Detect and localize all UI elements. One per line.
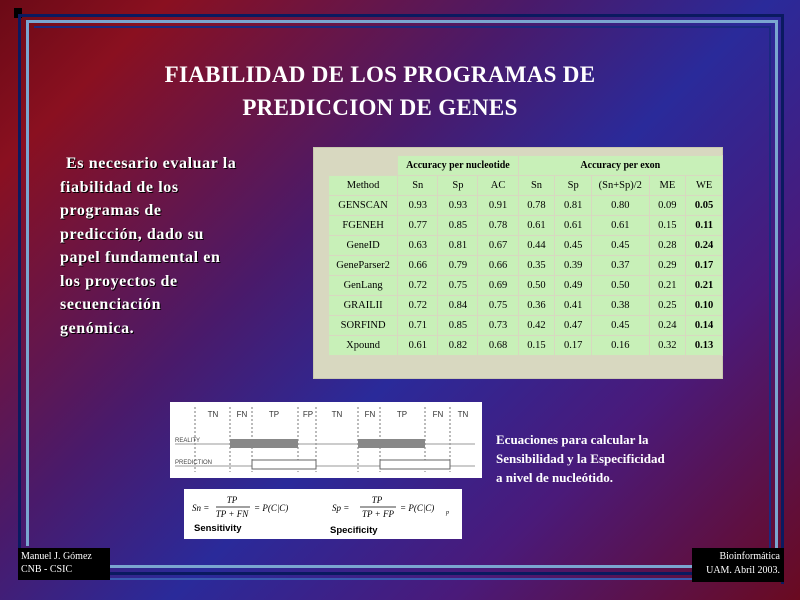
body-line: programas de [60, 202, 162, 219]
segment-label: TP [396, 410, 408, 419]
table-row [329, 256, 723, 276]
prediction-label: PREDICTION [175, 460, 213, 466]
slide-title [90, 58, 670, 124]
sn-lhs: Sn = [192, 503, 210, 513]
author-institution: CNB - CSIC [21, 564, 73, 575]
value-cell: 0.78 [478, 216, 518, 236]
value-cell: 0.82 [438, 336, 478, 356]
value-cell: 0.75 [438, 276, 478, 296]
value-cell: 0.28 [649, 236, 686, 256]
frame-stripe [110, 565, 700, 568]
caption-line: Ecuaciones para calcular la [496, 432, 649, 447]
body-line: genómica. [60, 319, 135, 337]
frame-stripe [775, 20, 778, 580]
value-cell: 0.29 [649, 256, 686, 276]
value-cell: 0.63 [398, 236, 438, 256]
formula-panel [184, 489, 462, 539]
table-row [329, 336, 723, 356]
value-cell: 0.24 [686, 236, 723, 256]
sn-denominator: TP + FN [215, 509, 249, 519]
value-cell: 0.79 [438, 256, 478, 276]
table-row [329, 216, 723, 236]
segment-label: TN [331, 410, 343, 419]
prediction-exon-bar [252, 460, 316, 469]
specificity-label: Specificity [330, 525, 378, 536]
body-line: los proyectos de [60, 272, 178, 290]
body-line-text: Es necesario evaluar la [66, 155, 237, 172]
value-cell: 0.21 [686, 276, 723, 296]
value-cell: 0.21 [649, 276, 686, 296]
method-cell: GenLang [329, 276, 398, 296]
value-cell: 0.15 [649, 216, 686, 236]
value-cell: 0.15 [518, 336, 555, 356]
table-corner [329, 156, 398, 176]
prediction-exon-bar [380, 460, 450, 469]
value-cell: 0.24 [649, 316, 686, 336]
value-cell: 0.67 [478, 236, 518, 256]
value-cell: 0.17 [686, 256, 723, 276]
body-line: secuenciación [60, 296, 162, 313]
value-cell: 0.77 [398, 216, 438, 236]
segment-label: TP [268, 410, 280, 419]
title-line-1: FIABILIDAD DE LOS PROGRAMAS DE [164, 62, 596, 87]
frame-stripe [769, 26, 771, 578]
column-header: WE [686, 176, 723, 196]
value-cell: 0.36 [518, 296, 555, 316]
course-credit [692, 548, 784, 582]
column-header: Sp [555, 176, 592, 196]
value-cell: 0.45 [592, 236, 649, 256]
sn-numerator: TP [226, 495, 238, 505]
column-header: Sn [518, 176, 555, 196]
value-cell: 0.10 [686, 296, 723, 316]
frame-stripe [26, 20, 29, 546]
value-cell: 0.66 [398, 256, 438, 276]
value-cell: 0.37 [592, 256, 649, 276]
table-header-row [329, 176, 723, 196]
body-line [60, 152, 270, 176]
value-cell: 0.47 [555, 316, 592, 336]
frame-stripe [110, 572, 700, 575]
column-header: (Sn+Sp)/2 [592, 176, 649, 196]
reality-label: REALITY [175, 438, 201, 444]
value-cell: 0.71 [398, 316, 438, 336]
value-cell: 0.68 [478, 336, 518, 356]
value-cell: 0.45 [555, 236, 592, 256]
value-cell: 0.72 [398, 296, 438, 316]
segment-label: FN [432, 410, 444, 419]
value-cell: 0.72 [398, 276, 438, 296]
value-cell: 0.50 [592, 276, 649, 296]
segment-label: FN [236, 410, 248, 419]
value-cell: 0.69 [478, 276, 518, 296]
group-header-exon: Accuracy per exon [518, 156, 722, 176]
value-cell: 0.61 [555, 216, 592, 236]
sp-numerator: TP [371, 495, 383, 505]
accuracy-table-panel [313, 147, 723, 379]
value-cell: 0.05 [686, 196, 723, 216]
value-cell: 0.09 [649, 196, 686, 216]
value-cell: 0.93 [398, 196, 438, 216]
column-header: ME [649, 176, 686, 196]
column-header: Sn [398, 176, 438, 196]
frame-stripe [18, 14, 784, 17]
table-body [329, 196, 723, 356]
nucleotide-diagram [170, 402, 482, 478]
value-cell: 0.93 [438, 196, 478, 216]
reality-exon-bar [358, 439, 425, 448]
value-cell: 0.39 [555, 256, 592, 276]
sn-rhs: = P(C|C) [254, 503, 289, 513]
table-row [329, 196, 723, 216]
body-line: fiabilidad de los [60, 178, 179, 196]
diagram-svg [170, 402, 482, 478]
value-cell: 0.91 [478, 196, 518, 216]
value-cell: 0.80 [592, 196, 649, 216]
column-header: AC [478, 176, 518, 196]
segment-label: FN [364, 410, 376, 419]
course-date: UAM. Abril 2003. [706, 565, 780, 576]
caption-line: Sensibilidad y la Especificidad [496, 451, 665, 466]
value-cell: 0.50 [518, 276, 555, 296]
method-cell: SORFIND [329, 316, 398, 336]
column-header: Method [329, 176, 398, 196]
sp-lhs: Sp = [332, 503, 350, 513]
course-name: Bioinformática [719, 551, 780, 562]
reality-exon-bar [230, 439, 298, 448]
frame-stripe [781, 14, 784, 584]
value-cell: 0.11 [686, 216, 723, 236]
value-cell: 0.49 [555, 276, 592, 296]
value-cell: 0.17 [555, 336, 592, 356]
sp-denominator: TP + FP [362, 509, 394, 519]
value-cell: 0.25 [649, 296, 686, 316]
method-cell: GeneParser2 [329, 256, 398, 276]
table-row [329, 276, 723, 296]
body-line: papel fundamental en [60, 249, 221, 266]
frame-stripe [26, 20, 778, 23]
value-cell: 0.85 [438, 316, 478, 336]
sensitivity-label: Sensitivity [194, 523, 242, 534]
column-header: Sp [438, 176, 478, 196]
table-row [329, 316, 723, 336]
value-cell: 0.81 [438, 236, 478, 256]
table-row [329, 296, 723, 316]
sp-subscript: p [446, 510, 449, 516]
value-cell: 0.61 [518, 216, 555, 236]
value-cell: 0.78 [518, 196, 555, 216]
value-cell: 0.84 [438, 296, 478, 316]
value-cell: 0.81 [555, 196, 592, 216]
value-cell: 0.75 [478, 296, 518, 316]
value-cell: 0.32 [649, 336, 686, 356]
table-row [329, 236, 723, 256]
accuracy-table [328, 155, 723, 356]
value-cell: 0.66 [478, 256, 518, 276]
value-cell: 0.16 [592, 336, 649, 356]
frame-stripe [110, 578, 700, 580]
method-cell: FGENEH [329, 216, 398, 236]
segment-label: TN [207, 410, 219, 419]
value-cell: 0.38 [592, 296, 649, 316]
value-cell: 0.44 [518, 236, 555, 256]
value-cell: 0.73 [478, 316, 518, 336]
segment-label: TN [457, 410, 469, 419]
method-cell: GRAILII [329, 296, 398, 316]
author-name: Manuel J. Gómez [21, 551, 92, 562]
body-paragraph [60, 152, 270, 340]
frame-stripe [18, 14, 21, 550]
formula-svg [184, 489, 462, 539]
method-cell: Xpound [329, 336, 398, 356]
caption-line: a nivel de nucleótido. [496, 470, 614, 485]
method-cell: GeneID [329, 236, 398, 256]
value-cell: 0.14 [686, 316, 723, 336]
sp-rhs: = P(C|C) [400, 503, 435, 513]
value-cell: 0.42 [518, 316, 555, 336]
value-cell: 0.61 [398, 336, 438, 356]
equations-caption [496, 430, 736, 487]
value-cell: 0.45 [592, 316, 649, 336]
frame-stripe [34, 26, 770, 28]
title-line-2: PREDICCION DE GENES [242, 95, 518, 120]
author-credit [18, 548, 110, 580]
value-cell: 0.61 [592, 216, 649, 236]
value-cell: 0.13 [686, 336, 723, 356]
body-line: predicción, dado su [60, 225, 205, 243]
method-cell: GENSCAN [329, 196, 398, 216]
value-cell: 0.41 [555, 296, 592, 316]
segment-label: FP [302, 410, 314, 419]
value-cell: 0.85 [438, 216, 478, 236]
value-cell: 0.35 [518, 256, 555, 276]
group-header-nucleotide: Accuracy per nucleotide [398, 156, 518, 176]
